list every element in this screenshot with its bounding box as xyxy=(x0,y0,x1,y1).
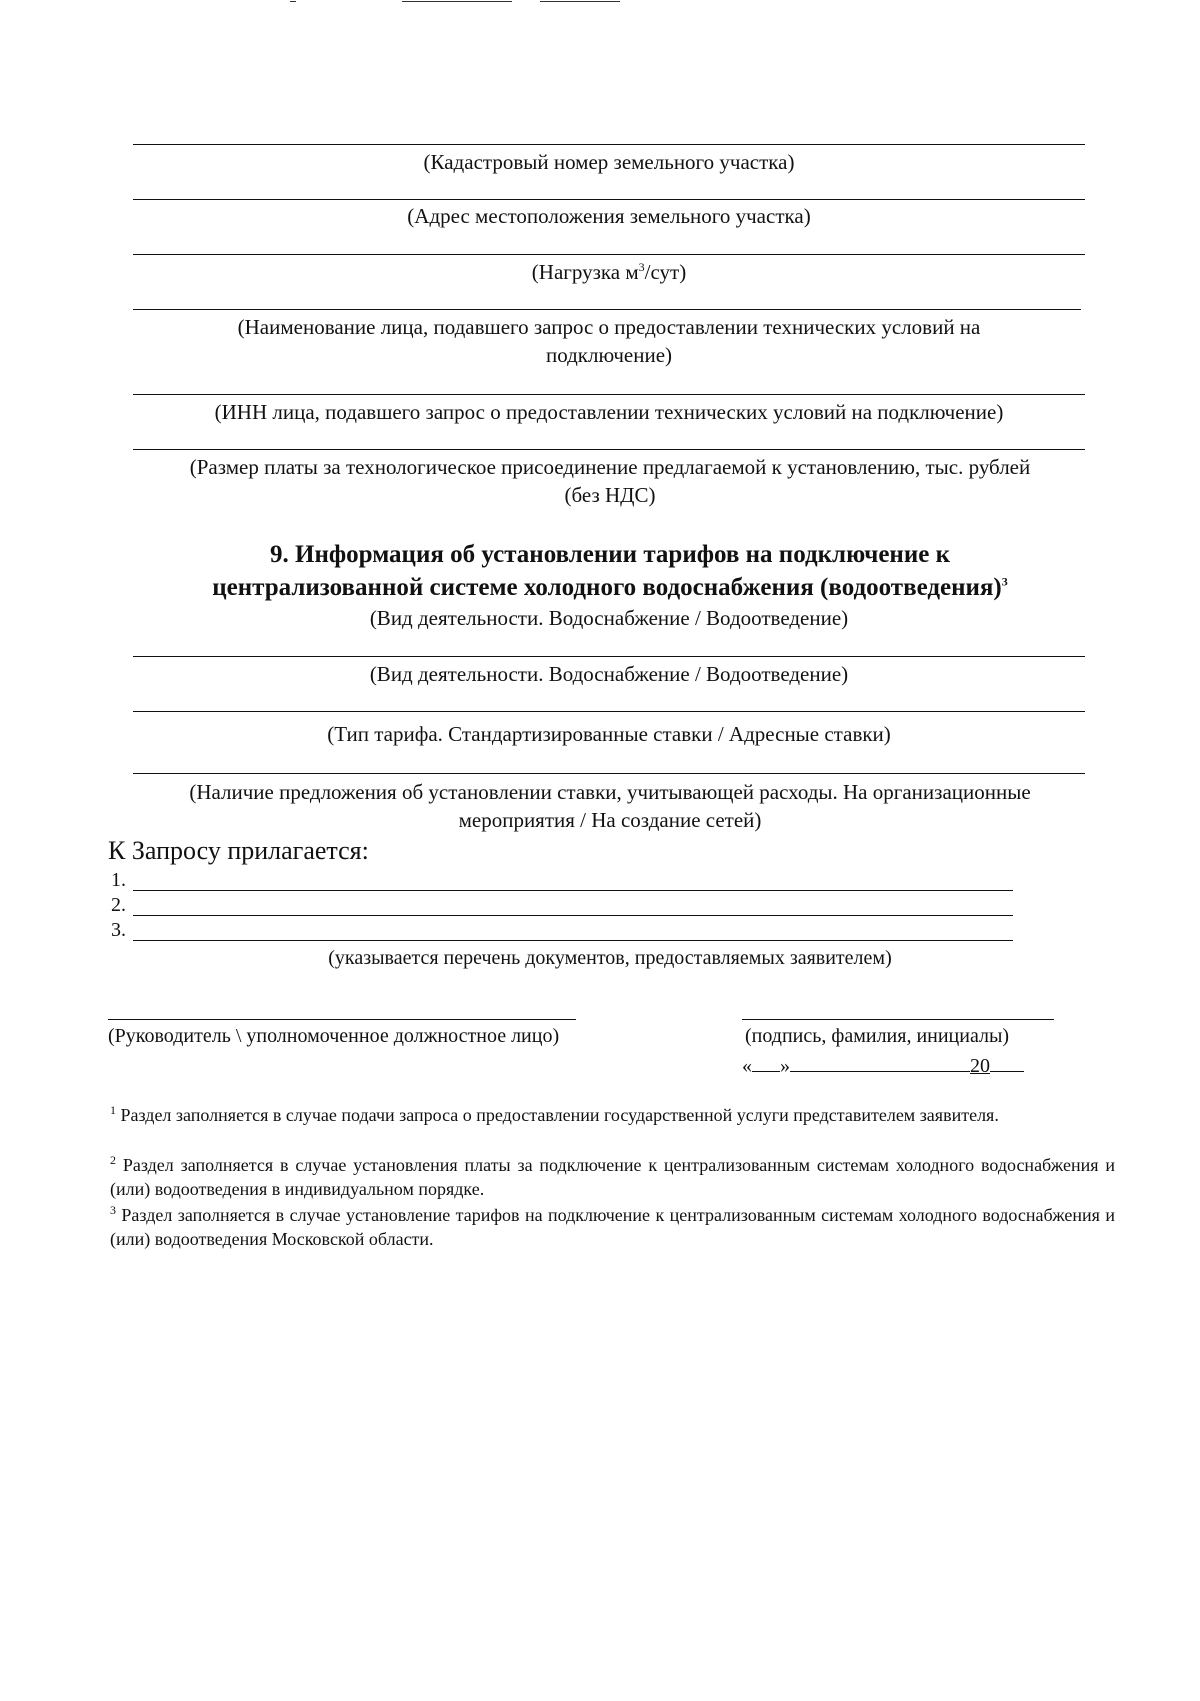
footnote-2-mark: 2 xyxy=(110,1153,116,1167)
scan-edge-mark xyxy=(402,1,512,2)
section-9-heading-line2: централизованной системе холодного водоснабжения (водоотведения) xyxy=(212,574,1002,601)
activity-type-line[interactable] xyxy=(133,656,1085,657)
date-field[interactable] xyxy=(742,1051,1024,1079)
date-year-prefix: 20 xyxy=(970,1055,990,1077)
tariff-type-line[interactable] xyxy=(133,711,1085,712)
cadastral-number-caption: (Кадастровый номер земельного участка) xyxy=(423,150,795,174)
attachments-caption: (указывается перечень документов, предоставляемых заявителем) xyxy=(328,947,892,969)
attachment-item-number: 1. xyxy=(111,869,126,891)
attachment-item-number: 2. xyxy=(111,894,126,916)
connection-fee-caption xyxy=(105,453,1115,509)
date-year-blank[interactable] xyxy=(990,1051,1024,1072)
land-address-line[interactable] xyxy=(133,199,1085,200)
activity-type-caption: (Вид деятельности. Водоснабжение / Водоотведение) xyxy=(369,662,849,686)
section-9-heading-line2-wrap xyxy=(100,571,1120,604)
rate-proposal-caption-line1: (Наличие предложения об установлении ставки, учитывающей расходы. На организационные xyxy=(189,780,1031,804)
signature-name-caption: (подпись, фамилия, инициалы) xyxy=(745,1025,1010,1047)
footnote-3-mark: 3 xyxy=(110,1203,116,1217)
rate-proposal-caption xyxy=(100,778,1120,834)
date-month-blank[interactable] xyxy=(790,1051,970,1072)
load-caption-superscript: 3 xyxy=(638,260,645,274)
load-caption-text: (Нагрузка м xyxy=(531,260,639,284)
connection-fee-caption-line1: (Размер платы за технологическое присоединение предлагаемой к установлению, тыс. рублей xyxy=(189,455,1031,479)
connection-fee-caption-line2: (без НДС) xyxy=(564,483,656,507)
footnote-1-mark: 1 xyxy=(110,1103,116,1117)
rate-proposal-caption-line2: мероприятия / На создание сетей) xyxy=(458,808,762,832)
footnote-1 xyxy=(110,1103,1115,1127)
attachment-item-line[interactable] xyxy=(133,890,1013,891)
footnote-1-text: Раздел заполняется в случае подачи запроса о предоставлении государственной услуги представителем заявителя. xyxy=(116,1105,999,1125)
footnote-3 xyxy=(110,1203,1115,1251)
section-9-heading-line1: 9. Информация об установлении тарифов на подключение к xyxy=(270,541,950,568)
official-caption: (Руководитель \ уполномоченное должностное лицо) xyxy=(108,1025,560,1047)
scan-edge-mark xyxy=(540,1,620,2)
applicant-name-caption-line2: подключение) xyxy=(545,343,673,367)
load-caption-unit: /сут) xyxy=(644,260,687,284)
connection-fee-line[interactable] xyxy=(133,449,1085,450)
footnote-3-text: Раздел заполняется в случае установление тарифов на подключение к централизованным системам холодного водоснабжения и (или) водоотведения Московской области. xyxy=(110,1205,1115,1249)
section-9-heading-footnote-ref: 3 xyxy=(1001,574,1008,589)
land-address-caption: (Адрес местоположения земельного участка) xyxy=(407,204,811,228)
applicant-name-caption xyxy=(133,313,1085,369)
footnote-2-text: Раздел заполняется в случае установления платы за подключение к централизованным системам холодного водоснабжения и (или) водоотведения в индивидуальном порядке. xyxy=(110,1155,1115,1199)
applicant-name-line[interactable] xyxy=(133,309,1081,310)
load-line[interactable] xyxy=(133,254,1085,255)
section-9-heading xyxy=(100,538,1120,604)
rate-proposal-line[interactable] xyxy=(133,773,1085,774)
attachment-item-line[interactable] xyxy=(133,940,1013,941)
applicant-name-caption-line1: (Наименование лица, подавшего запрос о предоставлении технических условий на xyxy=(237,315,981,339)
load-caption xyxy=(133,258,1085,286)
attachment-item-line[interactable] xyxy=(133,915,1013,916)
applicant-inn-line[interactable] xyxy=(133,394,1085,395)
date-year-prefix-wrap xyxy=(970,1053,990,1077)
applicant-inn-caption: (ИНН лица, подавшего запрос о предоставлении технических условий на подключение) xyxy=(214,400,1004,424)
attachment-item-number: 3. xyxy=(111,919,126,941)
section-9-subtitle: (Вид деятельности. Водоснабжение / Водоотведение) xyxy=(369,606,849,630)
scan-edge-mark xyxy=(290,1,296,2)
date-day-blank[interactable] xyxy=(752,1051,780,1072)
attachments-title: К Запросу прилагается: xyxy=(108,836,369,865)
tariff-type-caption: (Тип тарифа. Стандартизированные ставки / Адресные ставки) xyxy=(327,722,891,746)
date-close-quote: » xyxy=(780,1055,790,1077)
date-open-quote: « xyxy=(742,1055,752,1077)
official-signature-line[interactable] xyxy=(108,1019,576,1020)
cadastral-number-line[interactable] xyxy=(133,144,1085,145)
footnote-2 xyxy=(110,1153,1115,1201)
signature-name-line[interactable] xyxy=(742,1019,1054,1020)
